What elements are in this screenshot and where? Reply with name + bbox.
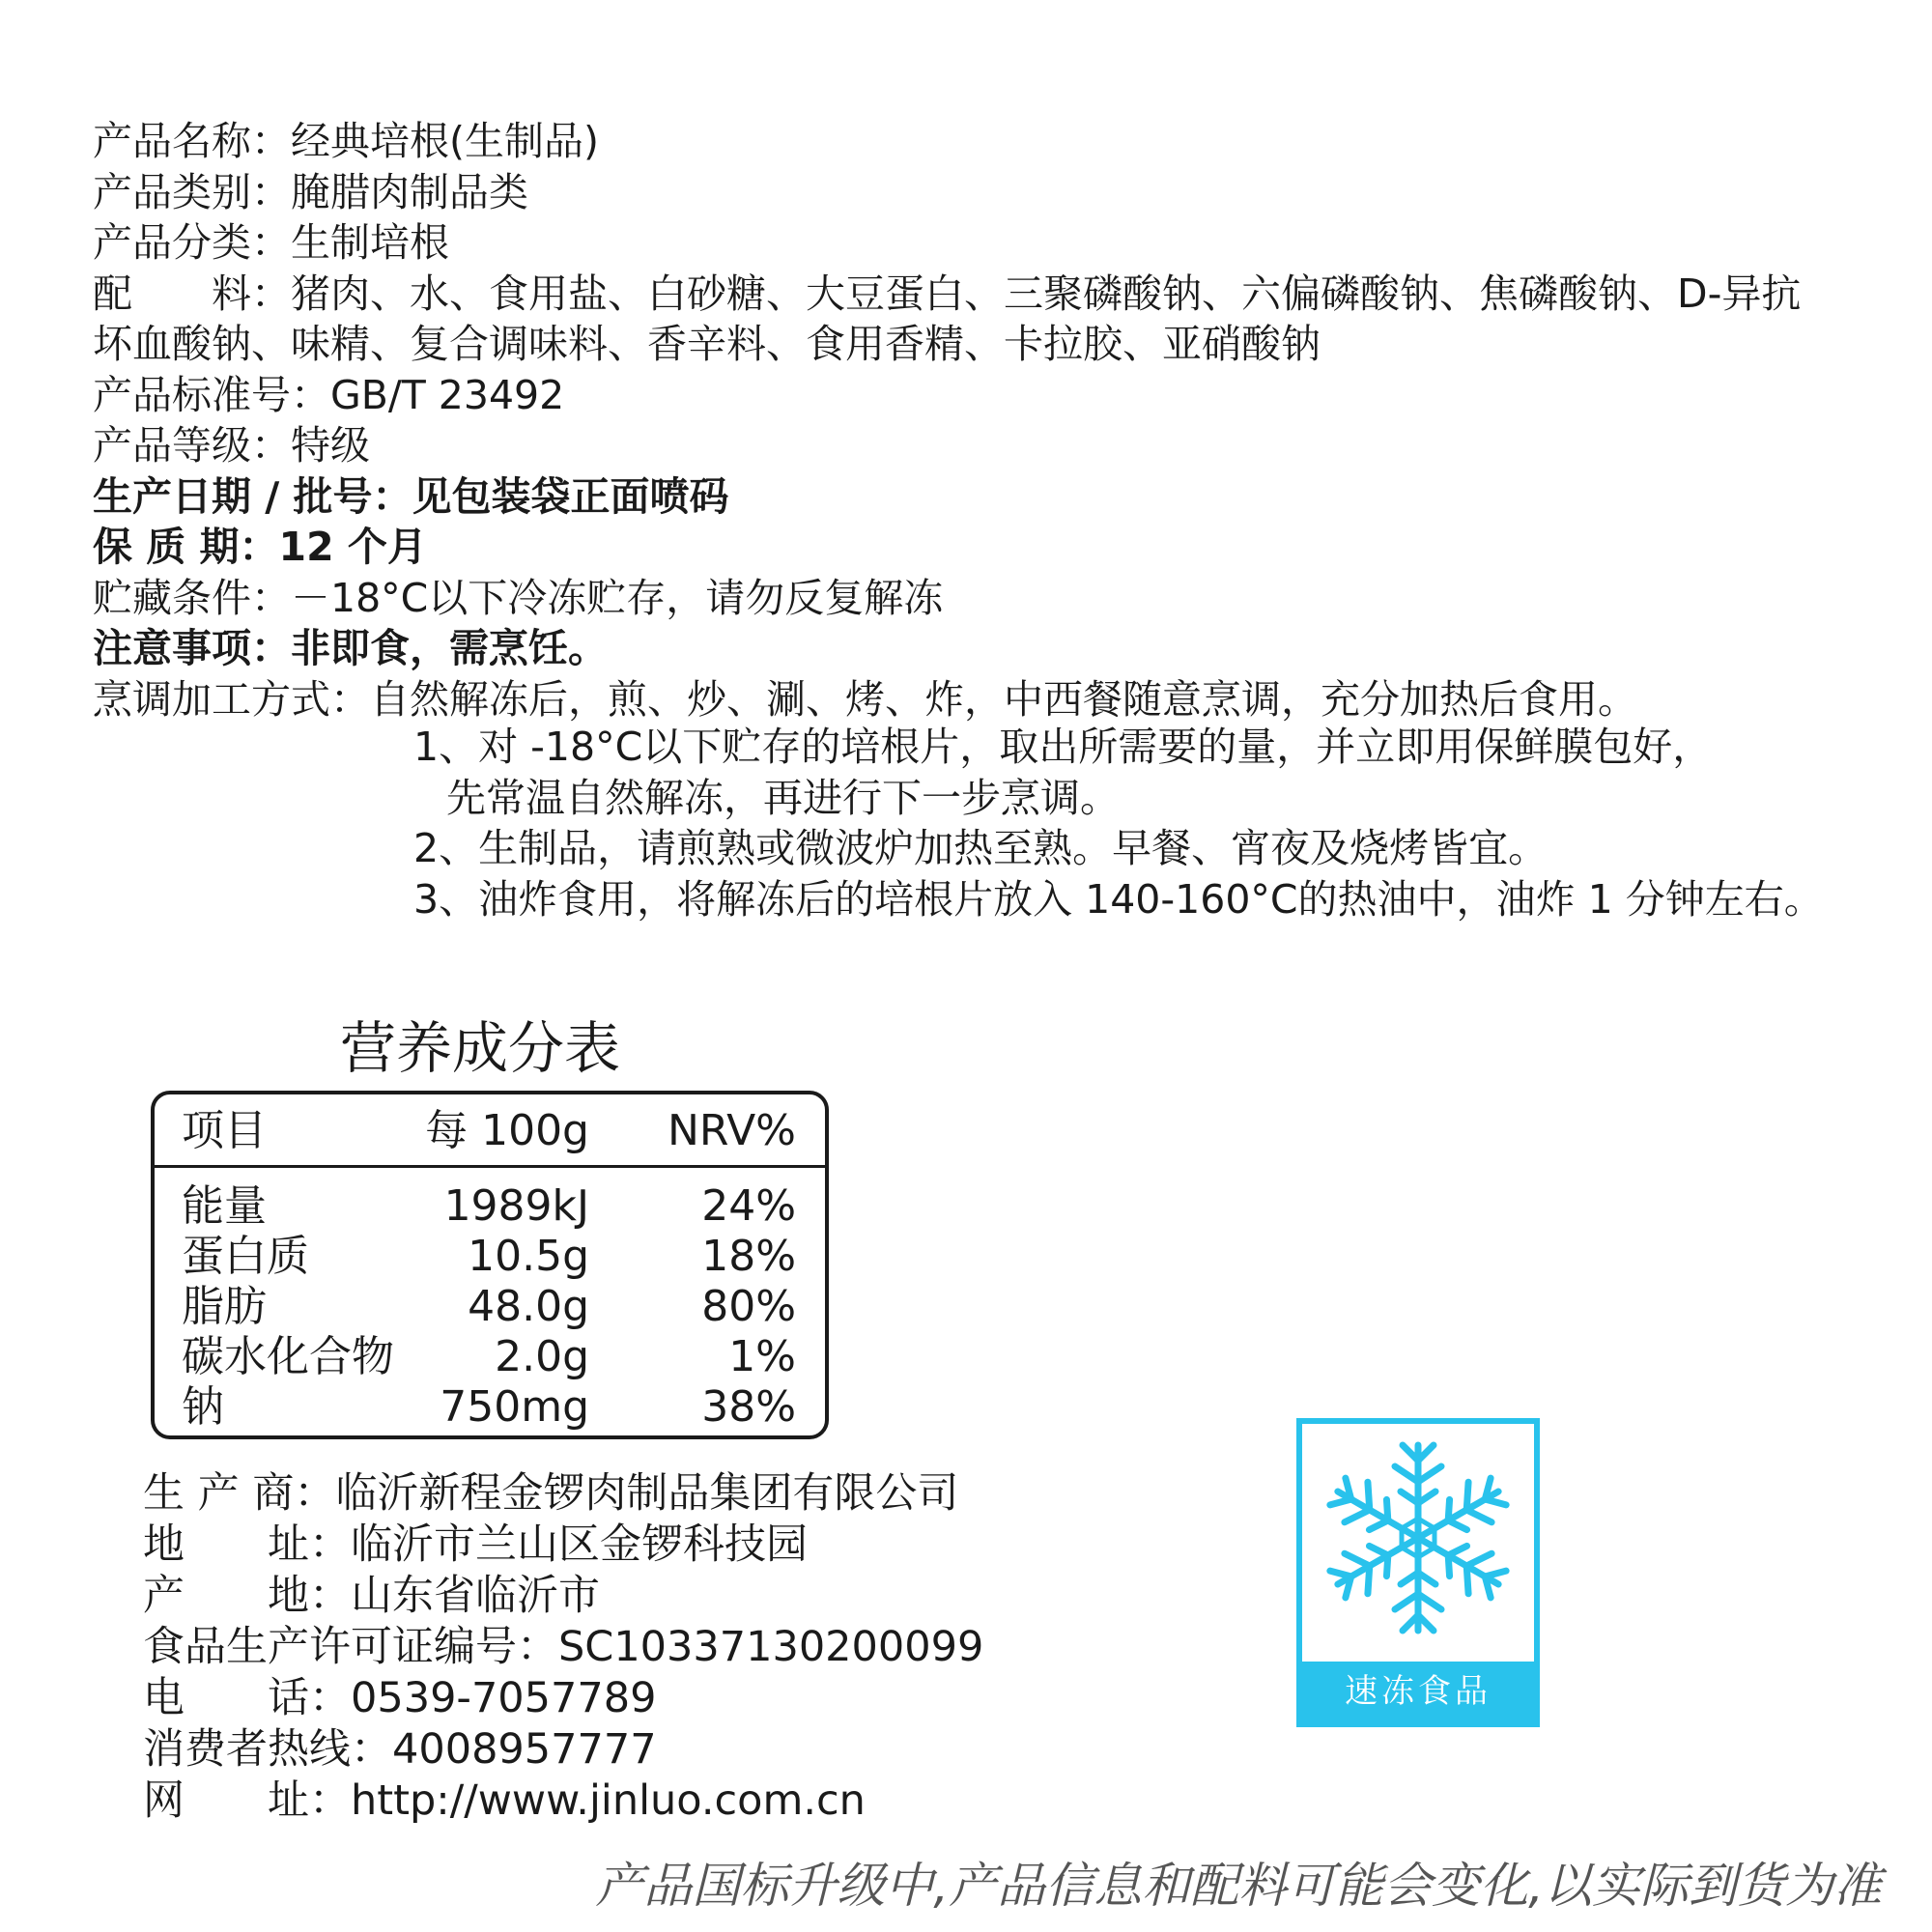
nutrient-name: 碳水化合物 [182,1332,394,1381]
nutrition-table-header [155,1094,825,1168]
product-category: 产品类别：腌腊肉制品类 [93,168,528,215]
cooking-step-1b: 先常温自然解冻，再进行下一步烹调。 [446,774,1120,821]
address: 地 址：临沂市兰山区金锣科技园 [143,1520,808,1569]
consumer-hotline: 消费者热线：4008957777 [143,1725,657,1774]
nutrient-amount: 10.5g [468,1232,589,1281]
cooking-step-1a: 1、对 -18°C以下贮存的培根片，取出所需要的量，并立即用保鲜膜包好， [413,724,1713,770]
nutrient-name: 蛋白质 [182,1232,309,1281]
product-classification: 产品分类：生制培根 [93,219,449,266]
snowflake-icon [1314,1434,1522,1642]
nutrition-table [151,1091,829,1439]
nutrient-nrv: 1% [728,1332,796,1381]
nutrient-amount: 750mg [440,1382,589,1432]
license-number: 食品生产许可证编号：SC10337130200099 [143,1623,984,1671]
website: 网 址：http://www.jinluo.com.cn [143,1776,866,1825]
nutrient-nrv: 38% [701,1382,796,1432]
nutrient-nrv: 18% [701,1232,796,1281]
producer: 生 产 商：临沂新程金锣肉制品集团有限公司 [143,1469,959,1518]
product-name: 产品名称：经典培根(生制品) [93,118,599,164]
quick-frozen-label: 速冻食品 [1302,1662,1534,1721]
product-grade: 产品等级：特级 [93,422,370,469]
nutrition-title: 营养成分表 [340,1015,621,1081]
ingredients-line-1: 配 料：猪肉、水、食用盐、白砂糖、大豆蛋白、三聚磷酸钠、六偏磷酸钠、焦磷酸钠、D-异抗 [93,270,1802,317]
product-standard: 产品标准号：GB/T 23492 [93,371,565,418]
cooking-step-3: 3、油炸食用，将解冻后的培根片放入 140-160°C的热油中，油炸 1 分钟左右。 [413,875,1824,923]
nutrient-amount: 2.0g [495,1332,589,1381]
phone: 电 话：0539-7057789 [143,1674,657,1722]
nutrient-nrv: 24% [701,1181,796,1231]
disclaimer: 产品国标升级中,产品信息和配料可能会变化,以实际到货为准 [595,1858,1882,1914]
shelf-life: 保 质 期：12 个月 [93,524,427,570]
cooking-method: 烹调加工方式：自然解冻后，煎、炒、涮、烤、炸，中西餐随意烹调，充分加热后食用。 [93,675,1637,723]
nutrient-name: 钠 [182,1382,224,1432]
header-per-100g: 每 100g [425,1106,589,1155]
nutrient-amount: 1989kJ [443,1181,589,1231]
cooking-step-2: 2、生制品，请煎熟或微波炉加热至熟。早餐、宵夜及烧烤皆宜。 [413,825,1548,871]
production-date: 生产日期 / 批号：见包装袋正面喷码 [93,472,729,520]
header-nrv: NRV% [668,1106,796,1155]
nutrient-name: 能量 [182,1181,267,1231]
manufacturer-info [143,1468,983,1827]
nutrient-name: 脂肪 [182,1282,267,1331]
nutrient-nrv: 80% [701,1282,796,1331]
product-info [93,116,1889,724]
nutrient-amount: 48.0g [468,1282,589,1331]
origin: 产 地：山东省临沂市 [143,1572,600,1620]
quick-frozen-badge [1296,1418,1540,1727]
ingredients-line-2: 坏血酸钠、味精、复合调味料、香辛料、食用香精、卡拉胶、亚硝酸钠 [93,321,1321,367]
notice: 注意事项：非即食，需烹饪。 [93,625,608,671]
header-item: 项目 [182,1106,267,1155]
storage-conditions: 贮藏条件：－18°C以下冷冻贮存，请勿反复解冻 [93,574,944,621]
